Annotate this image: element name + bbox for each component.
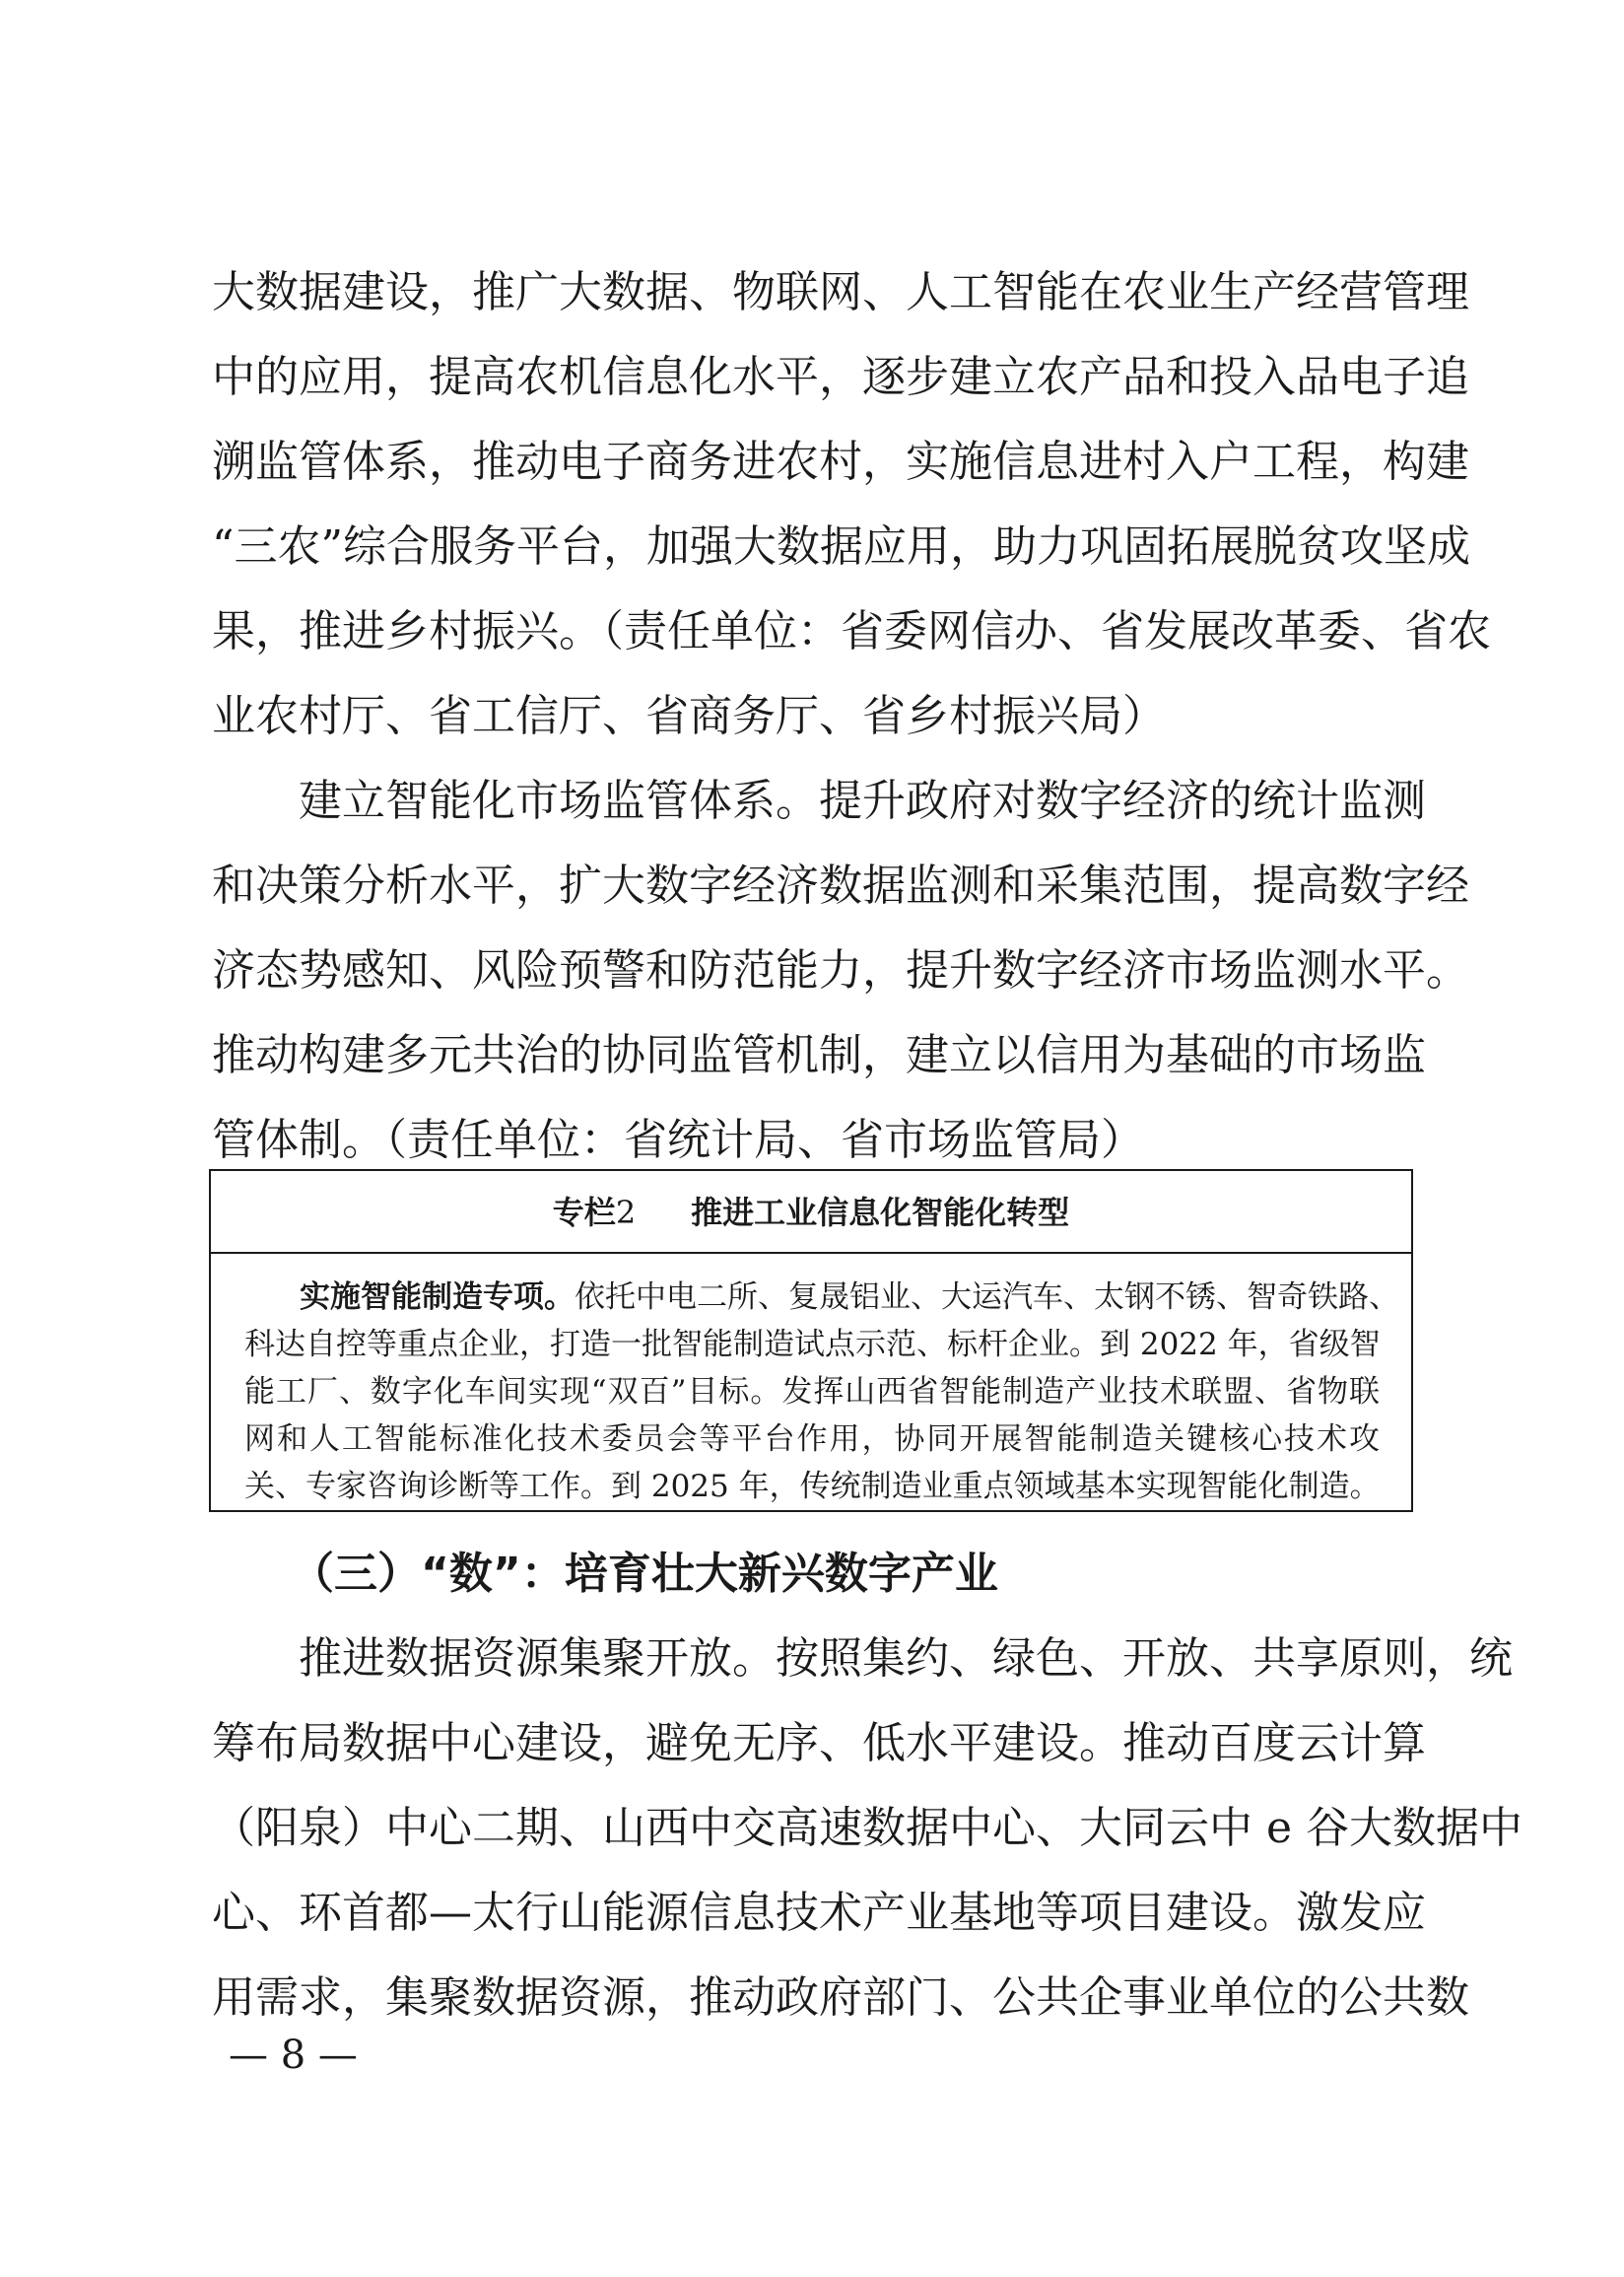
feature-box-line-4: 网和人工智能标准化技术委员会等平台作用，协同开展智能制造关键核心技术攻 <box>244 1421 1380 1457</box>
para1-line-1: 大数据建设，推广大数据、物联网、人工智能在农业生产经营管理 <box>212 267 1469 317</box>
para1-line-3: 溯监管体系，推动电子商务进农村，实施信息进村入户工程，构建 <box>212 437 1469 487</box>
para2-line-2: 和决策分析水平，扩大数字经济数据监测和采集范围，提高数字经 <box>212 861 1469 911</box>
feature-box-line-5: 关、专家咨询诊断等工作。到 2025 年，传统制造业重点领域基本实现智能化制造。 <box>244 1469 1381 1504</box>
para2-line-5: 管体制。（责任单位：省统计局、省市场监管局） <box>212 1115 1144 1165</box>
para3-line-4: 心、环首都—太行山能源信息技术产业基地等项目建设。激发应 <box>212 1888 1426 1938</box>
para1-line-5: 果，推进乡村振兴。（责任单位：省委网信办、省发展改革委、省农 <box>212 606 1491 656</box>
section-heading: （三）“数”：培育壮大新兴数字产业 <box>291 1549 998 1599</box>
feature-box-label: 专栏 <box>552 1194 616 1231</box>
feature-box <box>209 1169 1413 1512</box>
feature-box-line-1: 实施智能制造专项。依托中电二所、复晟铝业、大运汽车、太钢不锈、智奇铁路、 <box>300 1279 1399 1315</box>
feature-box-line-2: 科达自控等重点企业，打造一批智能制造试点示范、标杆企业。到 2022 年，省级智 <box>244 1327 1381 1362</box>
feature-box-lead: 实施智能制造专项。 <box>300 1279 575 1315</box>
para1-line-2: 中的应用，提高农机信息化水平，逐步建立农产品和投入品电子追 <box>212 352 1469 402</box>
para2-line-4: 推动构建多元共治的协同监管机制，建立以信用为基础的市场监 <box>212 1030 1426 1080</box>
para1-line-6: 业农村厅、省工信厅、省商务厅、省乡村振兴局） <box>212 691 1166 741</box>
para3-line-2: 筹布局数据中心建设，避免无序、低水平建设。推动百度云计算 <box>212 1718 1426 1768</box>
para3-line-5: 用需求，集聚数据资源，推动政府部门、公共企事业单位的公共数 <box>212 1972 1469 2023</box>
feature-box-title <box>211 1171 1411 1254</box>
feature-box-line-3: 能工厂、数字化车间实现“双百”目标。发挥山西省智能制造产业技术联盟、省物联 <box>244 1374 1380 1410</box>
feature-box-heading: 推进工业信息化智能化转型 <box>691 1194 1070 1231</box>
page-number: — 8 — <box>229 2033 358 2078</box>
feature-box-number: 2 <box>615 1194 637 1231</box>
para1-line-4: “三农”综合服务平台，加强大数据应用，助力巩固拓展脱贫攻坚成 <box>212 521 1470 572</box>
para2-line-3: 济态势感知、风险预警和防范能力，提升数字经济市场监测水平。 <box>212 945 1469 996</box>
para2-line-1: 建立智能化市场监管体系。提升政府对数字经济的统计监测 <box>299 776 1426 826</box>
para3-line-1: 推进数据资源集聚开放。按照集约、绿色、开放、共享原则，统 <box>299 1633 1513 1684</box>
para3-line-3: （阳泉）中心二期、山西中交高速数据中心、大同云中 e 谷大数据中 <box>212 1803 1523 1853</box>
